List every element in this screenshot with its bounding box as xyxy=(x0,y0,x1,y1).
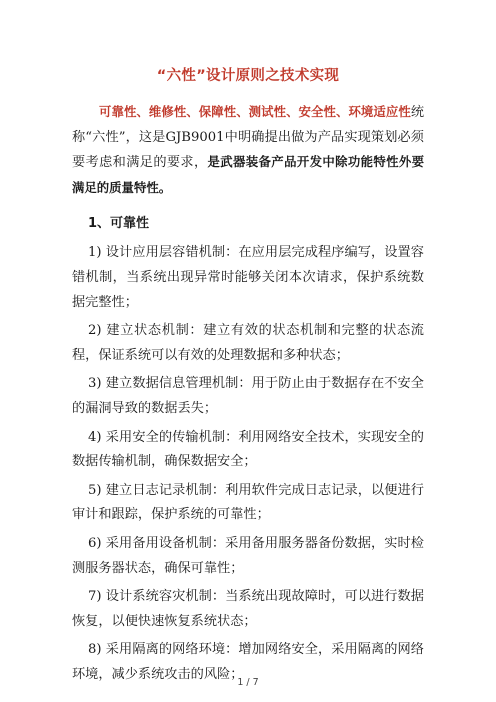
section-heading-reliability: 1、可靠性 xyxy=(88,216,150,232)
list-item: 1) 设计应用层容错机制：在应用层完成程序编写，设置容错机制，当系统出现异常时能够关闭本次请求，保护系统数据完整性； xyxy=(72,245,424,310)
document-title: “六性”设计原则之技术实现 xyxy=(156,68,340,84)
list-item: 6) 采用备用设备机制：采用备用服务器备份数据，实时检测服务器状态，确保可靠性； xyxy=(72,535,424,576)
intro-bold-text: 是武器装备产品开发中除功能特性外要满足的质量特性。 xyxy=(72,154,425,195)
document-body xyxy=(72,100,424,687)
list-item: 8) 采用隔离的网络环境：增加网络安全，采用隔离的网络环境，减少系统攻击的风险； xyxy=(72,642,424,682)
list-item: 3) 建立数据信息管理机制：用于防止由于数据存在不安全的漏洞导致的数据丢失； xyxy=(72,376,424,416)
intro-text: 统称“六性”，这是GJB9001中明确提出做为产品实现策划必须要考虑和满足的要求， xyxy=(72,105,424,171)
list-item: 2) 建立状态机制：建立有效的状态机制和完整的状态流程，保证系统可以有效的处理数据和多种状态； xyxy=(72,323,424,363)
list-item: 5) 建立日志记录机制：利用软件完成日志记录，以便进行审计和跟踪，保护系统的可靠性； xyxy=(72,482,424,523)
intro-paragraph xyxy=(72,100,424,201)
list-item: 4) 采用安全的传输机制：利用网络安全技术，实现安全的数据传输机制，确保数据安全； xyxy=(72,429,424,470)
intro-highlight: 可靠性、维修性、保障性、测试性、安全性、环境适应性 xyxy=(99,104,411,119)
list-item: 7) 设计系统容灾机制：当系统出现故障时，可以进行数据恢复，以便快速恢复系统状态； xyxy=(72,589,424,629)
page-indicator: 1 / 7 xyxy=(237,677,259,688)
